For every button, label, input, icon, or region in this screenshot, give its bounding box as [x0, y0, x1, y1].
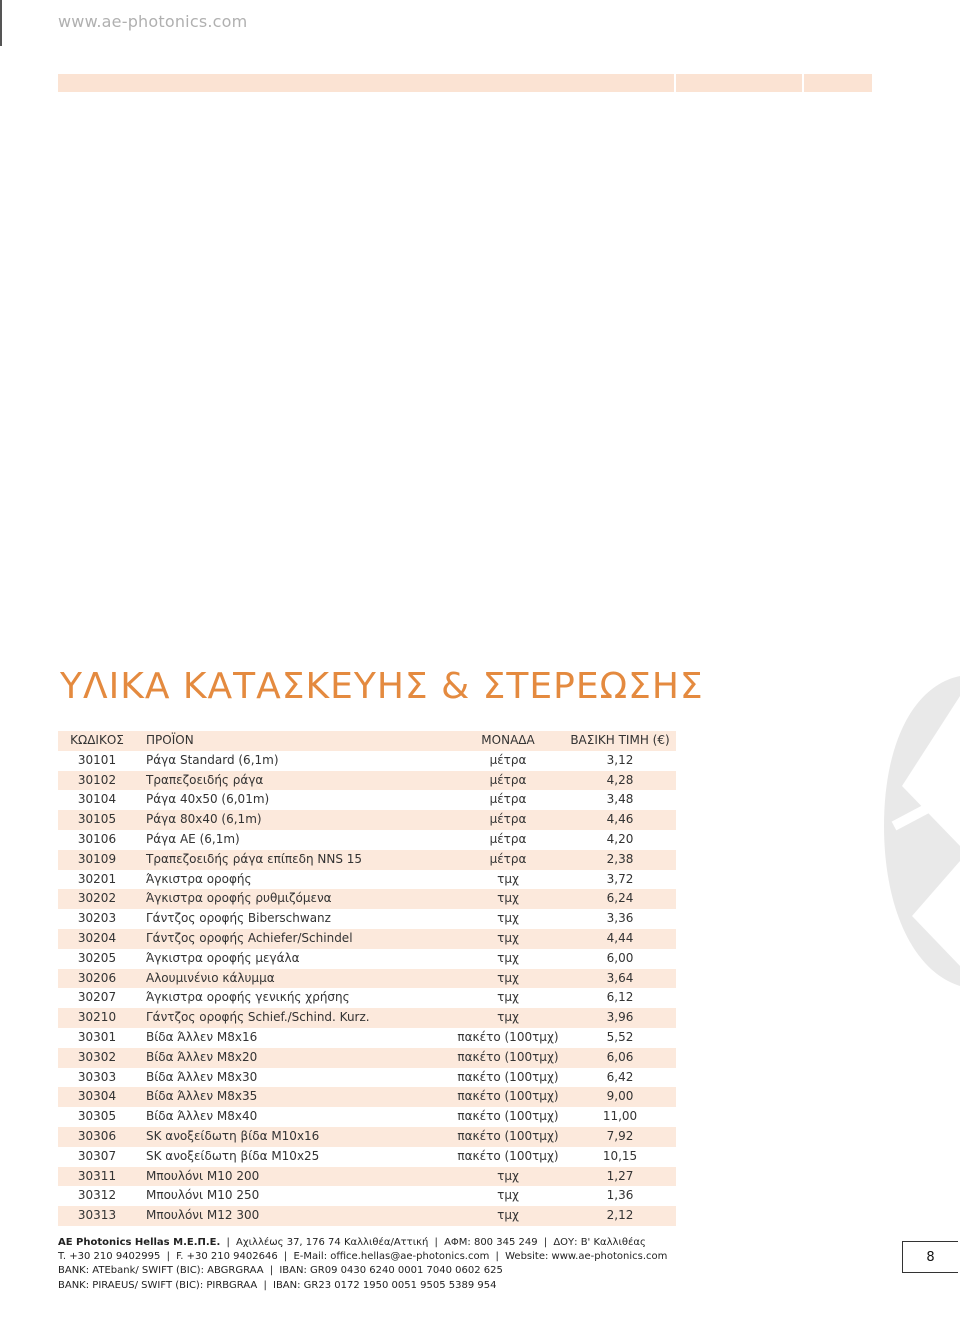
cell-price: 4,28	[606, 772, 634, 787]
header-code: ΚΩΔΙΚΟΣ	[70, 733, 124, 747]
table-row	[58, 850, 676, 870]
bank-1: BANK: ATEbank/ SWIFT (BIC): ABGRGRAA	[58, 1265, 264, 1277]
header-unit: ΜΟΝΑΔΑ	[481, 733, 535, 747]
iban-2: IBAN: GR23 0172 1950 0051 9505 5389 954	[273, 1279, 497, 1291]
tax-id: ΑΦΜ: 800 345 249	[444, 1237, 538, 1248]
cell-price: 10,15	[602, 1148, 638, 1163]
cell-price: 6,12	[606, 990, 634, 1005]
cell-price: 2,38	[606, 851, 634, 866]
footer-line-2: T. +30 210 9402995 | F. +30 210 9402646 | E-Mail: office.hellas@ae-photonics.com | Website: www.ae-photonics.com	[58, 1251, 668, 1263]
cell-product: Μπουλόνι M12 300	[146, 1208, 260, 1223]
cell-code: 30206	[77, 970, 117, 985]
site-url: www.ae-photonics.com	[58, 12, 248, 31]
cell-product: Μπουλόνι M10 250	[146, 1188, 260, 1203]
cell-product: Αλουμινένιο κάλυμμα	[146, 970, 275, 985]
tax-office: ΔΟΥ: Β' Καλλιθέας	[553, 1237, 646, 1248]
page-number: 8	[902, 1241, 958, 1273]
cell-unit: τμχ	[497, 970, 519, 985]
header-band-segment	[804, 74, 872, 92]
email-link[interactable]: E-Mail: office.hellas@ae-photonics.com	[293, 1251, 490, 1263]
phone: T. +30 210 9402995	[58, 1251, 161, 1263]
table-row	[58, 830, 676, 850]
table-row	[58, 1068, 676, 1088]
table-row	[58, 1048, 676, 1068]
price-table	[58, 731, 676, 1226]
footer-line-4: BANK: PIRAEUS/ SWIFT (BIC): PIRBGRAA | IBAN: GR23 0172 1950 0051 9505 5389 954	[58, 1279, 497, 1291]
cell-product: Ράγα AE (6,1m)	[146, 831, 240, 846]
cell-product: SK ανοξείδωτη βίδα M10x25	[146, 1148, 320, 1163]
cell-code: 30207	[77, 990, 117, 1005]
cell-price: 3,12	[606, 752, 634, 767]
header-product: ΠΡΟΪΟΝ	[146, 733, 194, 747]
table-row	[58, 1186, 676, 1206]
cell-unit: πακέτο (100τμχ)	[457, 1089, 559, 1104]
cell-product: Μπουλόνι M10 200	[146, 1168, 260, 1183]
cell-unit: μέτρα	[489, 851, 527, 866]
cell-unit: πακέτο (100τμχ)	[457, 1029, 559, 1044]
cell-unit: πακέτο (100τμχ)	[457, 1109, 559, 1124]
cell-price: 9,00	[606, 1089, 634, 1104]
header-band-segment	[676, 74, 802, 92]
cell-price: 2,12	[606, 1208, 634, 1223]
cell-product: Άγκιστρα οροφής μεγάλα	[146, 950, 300, 965]
cell-code: 30303	[77, 1069, 117, 1084]
cell-unit: μέτρα	[489, 792, 527, 807]
cell-unit: μέτρα	[489, 831, 527, 846]
cell-price: 1,36	[606, 1188, 634, 1203]
cell-product: Βίδα Άλλεν M8x40	[146, 1109, 258, 1124]
cell-code: 30311	[77, 1168, 117, 1183]
cell-code: 30101	[77, 752, 117, 767]
header-band-segment	[58, 74, 674, 92]
cell-unit: μέτρα	[489, 812, 527, 827]
cell-unit: τμχ	[497, 930, 519, 945]
cell-code: 30106	[77, 831, 117, 846]
cell-unit: μέτρα	[489, 752, 527, 767]
cell-unit: πακέτο (100τμχ)	[457, 1128, 559, 1143]
cell-code: 30210	[77, 1010, 117, 1025]
table-row	[58, 751, 676, 771]
company-footer	[58, 1236, 667, 1293]
cell-price: 3,72	[606, 871, 634, 886]
cell-product: Ράγα Standard (6,1m)	[146, 752, 279, 767]
table-row	[58, 969, 676, 989]
cell-product: Ράγα 40x50 (6,01m)	[146, 792, 270, 807]
table-row	[58, 1028, 676, 1048]
table-row	[58, 949, 676, 969]
cell-code: 30312	[77, 1188, 117, 1203]
cell-unit: τμχ	[497, 911, 519, 926]
table-row	[58, 909, 676, 929]
header-band	[58, 74, 872, 92]
table-row	[58, 771, 676, 791]
cell-price: 6,06	[606, 1049, 634, 1064]
cell-unit: πακέτο (100τμχ)	[457, 1069, 559, 1084]
cell-product: Βίδα Άλλεν M8x20	[146, 1049, 258, 1064]
cell-product: SK ανοξείδωτη βίδα M10x16	[146, 1128, 320, 1143]
table-row	[58, 790, 676, 810]
table-row	[58, 1127, 676, 1147]
logo-watermark-icon	[882, 676, 960, 986]
fax: F. +30 210 9402646	[176, 1251, 278, 1263]
cell-unit: πακέτο (100τμχ)	[457, 1148, 559, 1163]
cell-code: 30102	[77, 772, 117, 787]
cell-price: 3,48	[606, 792, 634, 807]
cell-price: 6,42	[606, 1069, 634, 1084]
cell-product: Άγκιστρα οροφής ρυθμιζόμενα	[146, 891, 332, 906]
footer-line-1: AE Photonics Hellas Μ.Ε.Π.Ε. | Αχιλλέως 37, 176 74 Καλλιθέα/Αττική | ΑΦΜ: 800 345 249 | ΔΟΥ: Β' Καλλιθέας	[58, 1237, 646, 1248]
cell-unit: πακέτο (100τμχ)	[457, 1049, 559, 1064]
cell-code: 30301	[77, 1029, 117, 1044]
cell-product: Βίδα Άλλεν M8x16	[146, 1029, 258, 1044]
cell-unit: τμχ	[497, 950, 519, 965]
cell-price: 3,36	[606, 911, 634, 926]
cell-unit: τμχ	[497, 1208, 519, 1223]
table-row	[58, 1206, 676, 1226]
page-title: ΥΛΙΚΑ ΚΑΤΑΣΚΕΥΗΣ & ΣΤΕΡΕΩΣΗΣ	[60, 666, 704, 707]
cell-price: 1,27	[606, 1168, 634, 1183]
table-row	[58, 929, 676, 949]
cell-price: 6,24	[606, 891, 634, 906]
cell-code: 30306	[77, 1128, 117, 1143]
company-address: Αχιλλέως 37, 176 74 Καλλιθέα/Αττική	[236, 1237, 429, 1248]
company-name: AE Photonics Hellas Μ.Ε.Π.Ε.	[58, 1237, 221, 1248]
cell-code: 30307	[77, 1148, 117, 1163]
table-row	[58, 870, 676, 890]
cell-product: Βίδα Άλλεν M8x35	[146, 1089, 258, 1104]
cell-price: 3,96	[606, 1010, 634, 1025]
table-row	[58, 1008, 676, 1028]
cell-unit: τμχ	[497, 1010, 519, 1025]
cell-price: 3,64	[606, 970, 634, 985]
cell-price: 7,92	[606, 1128, 634, 1143]
cell-product: Γάντζος οροφής Schief./Schind. Kurz.	[146, 1010, 370, 1025]
cell-unit: μέτρα	[489, 772, 527, 787]
table-row	[58, 1107, 676, 1127]
table-row	[58, 889, 676, 909]
cell-code: 30109	[77, 851, 117, 866]
cell-code: 30104	[77, 792, 117, 807]
cell-product: Άγκιστρα οροφής γενικής χρήσης	[146, 990, 350, 1005]
table-row	[58, 1087, 676, 1107]
table-body	[58, 751, 676, 1226]
cell-product: Ράγα 80x40 (6,1m)	[146, 812, 262, 827]
table-header-row	[58, 731, 676, 751]
cell-code: 30302	[77, 1049, 117, 1064]
margin-rule	[0, 0, 2, 46]
cell-code: 30201	[77, 871, 117, 886]
cell-code: 30105	[77, 812, 117, 827]
cell-code: 30313	[77, 1208, 117, 1223]
cell-product: Γάντζος οροφής Biberschwanz	[146, 911, 331, 926]
cell-unit: τμχ	[497, 1188, 519, 1203]
cell-product: Άγκιστρα οροφής	[146, 871, 252, 886]
cell-code: 30304	[77, 1089, 117, 1104]
cell-price: 4,20	[606, 831, 634, 846]
cell-product: Τραπεζοειδής ράγα	[146, 772, 264, 787]
cell-unit: τμχ	[497, 1168, 519, 1183]
header-price: ΒΑΣΙΚΗ ΤΙΜΗ (€)	[570, 733, 670, 747]
cell-unit: τμχ	[497, 891, 519, 906]
cell-code: 30203	[77, 911, 117, 926]
cell-price: 4,46	[606, 812, 634, 827]
table-row	[58, 810, 676, 830]
bank-2: BANK: PIRAEUS/ SWIFT (BIC): PIRBGRAA	[58, 1279, 258, 1291]
table-row	[58, 1167, 676, 1187]
cell-price: 6,00	[606, 950, 634, 965]
cell-product: Βίδα Άλλεν M8x30	[146, 1069, 258, 1084]
cell-code: 30204	[77, 930, 117, 945]
website-link[interactable]: Website: www.ae-photonics.com	[505, 1251, 668, 1263]
footer-line-3: BANK: ATEbank/ SWIFT (BIC): ABGRGRAA | IBAN: GR09 0430 6240 0001 7040 0602 625	[58, 1265, 503, 1277]
cell-unit: τμχ	[497, 990, 519, 1005]
table-row	[58, 1147, 676, 1167]
cell-code: 30205	[77, 950, 117, 965]
cell-unit: τμχ	[497, 871, 519, 886]
cell-code: 30305	[77, 1109, 117, 1124]
cell-product: Γάντζος οροφής Achiefer/Schindel	[146, 930, 353, 945]
iban-1: IBAN: GR09 0430 6240 0001 7040 0602 625	[279, 1265, 503, 1277]
cell-price: 5,52	[606, 1029, 634, 1044]
cell-product: Τραπεζοειδής ράγα επίπεδη NNS 15	[146, 851, 363, 866]
cell-price: 4,44	[606, 930, 634, 945]
cell-code: 30202	[77, 891, 117, 906]
cell-price: 11,00	[602, 1109, 638, 1124]
table-row	[58, 988, 676, 1008]
